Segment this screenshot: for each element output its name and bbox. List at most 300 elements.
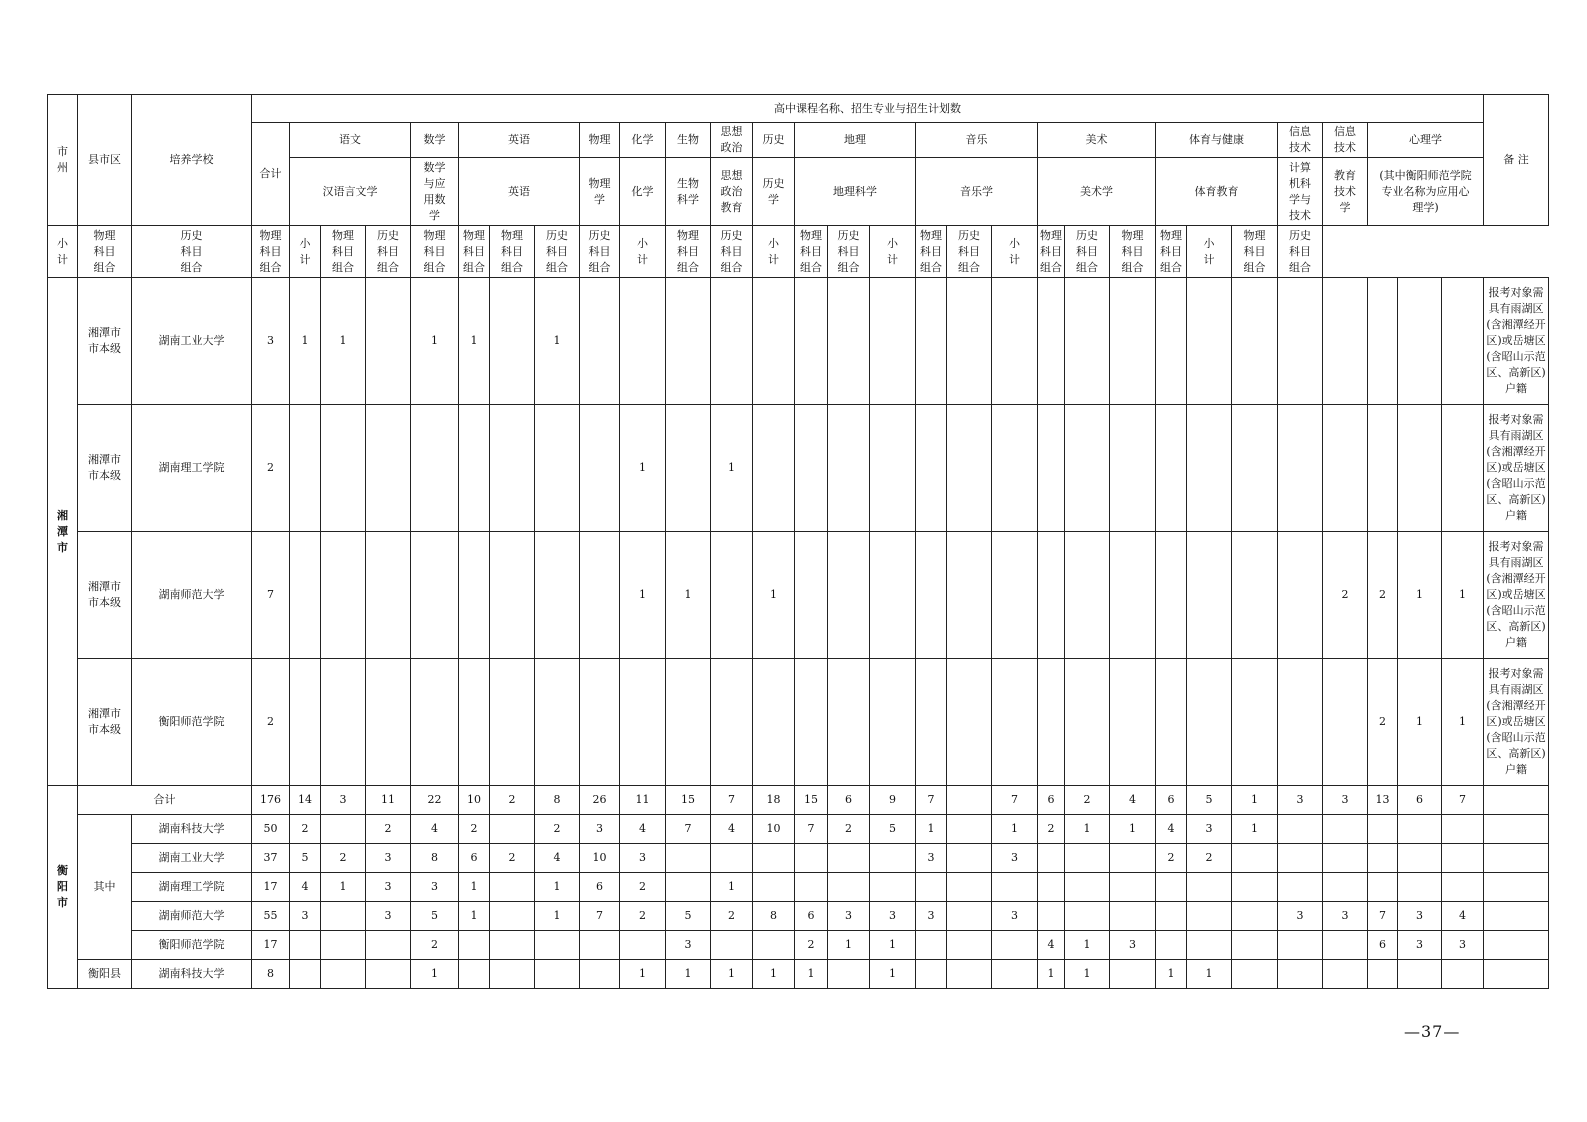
data-cell: 2 [459,815,490,844]
data-cell [1278,405,1323,532]
course-header: 心理学 [1368,123,1484,158]
sub-header: 历史 科目 组合 [1065,226,1110,278]
data-cell: 6 [1156,786,1187,815]
data-cell: 11 [366,786,411,815]
data-cell: 2 [490,844,535,873]
data-cell [1065,278,1110,405]
major-header: 汉语言文学 [290,158,411,226]
data-cell: 2 [1368,659,1398,786]
data-cell [1065,844,1110,873]
data-cell [1232,960,1278,989]
data-cell [366,659,411,786]
data-cell: 26 [580,786,620,815]
data-cell: 1 [992,815,1038,844]
data-cell [1065,873,1110,902]
data-cell [321,931,366,960]
data-cell: 6 [459,844,490,873]
data-cell: 2 [290,815,321,844]
sub-header: 物理 科目 组合 [916,226,947,278]
data-cell [711,659,753,786]
sub-header: 小 计 [870,226,916,278]
data-cell [321,902,366,931]
data-cell: 4 [1110,786,1156,815]
data-cell: 5 [666,902,711,931]
data-cell [1323,960,1368,989]
data-cell [490,532,535,659]
qizhong-label: 其中 [78,815,132,960]
data-cell [366,278,411,405]
data-cell: 1 [753,960,795,989]
data-cell: 2 [1156,844,1187,873]
data-cell [290,960,321,989]
course-header: 地理 [795,123,916,158]
data-cell [490,873,535,902]
data-cell: 7 [1442,786,1484,815]
data-cell: 3 [366,873,411,902]
data-cell: 4 [620,815,666,844]
data-cell [753,873,795,902]
data-cell: 1 [411,960,459,989]
data-cell: 176 [252,786,290,815]
data-cell [366,960,411,989]
data-cell: 3 [870,902,916,931]
data-cell: 1 [459,278,490,405]
data-cell: 50 [252,815,290,844]
data-cell [1368,844,1398,873]
data-cell [1187,405,1232,532]
sub-header: 历史 科目 组合 [828,226,870,278]
data-cell: 7 [711,786,753,815]
data-cell: 6 [1398,786,1442,815]
major-header: 化学 [620,158,666,226]
data-cell [366,405,411,532]
remark-cell [1484,931,1549,960]
course-header: 语文 [290,123,411,158]
data-cell: 7 [916,786,947,815]
data-cell [1232,405,1278,532]
data-cell [666,405,711,532]
data-cell [1065,659,1110,786]
data-cell: 3 [366,844,411,873]
sub-header: 历史 科目 组合 [535,226,580,278]
data-cell: 3 [1398,902,1442,931]
data-cell: 37 [252,844,290,873]
data-cell [290,931,321,960]
data-cell [992,278,1038,405]
sub-header: 小 计 [753,226,795,278]
data-cell: 1 [321,873,366,902]
data-cell [1065,902,1110,931]
sub-header: 小 计 [290,226,321,278]
data-cell: 3 [1278,902,1323,931]
data-cell: 1 [1065,815,1110,844]
data-cell [1278,532,1323,659]
major-header: 地理科学 [795,158,916,226]
data-cell [870,659,916,786]
data-cell [1110,960,1156,989]
data-cell: 1 [711,405,753,532]
data-cell [1323,659,1368,786]
sub-header: 物理 科目 组合 [490,226,535,278]
data-cell [1278,844,1323,873]
district-cell: 湘潭市 市本级 [78,659,132,786]
data-cell [795,659,828,786]
data-cell: 6 [580,873,620,902]
data-cell [711,931,753,960]
school-cell: 湖南理工学院 [132,873,252,902]
data-cell [459,960,490,989]
data-cell [321,659,366,786]
data-cell [1232,659,1278,786]
data-cell [947,278,992,405]
course-header: 信息 技术 [1323,123,1368,158]
remark-cell: 报考对象需具有雨湖区(含湘潭经开区)或岳塘区(含昭山示范区、高新区)户籍 [1484,278,1549,405]
data-cell [366,532,411,659]
data-cell [411,659,459,786]
data-cell: 3 [1110,931,1156,960]
data-cell: 3 [992,844,1038,873]
data-cell: 7 [252,532,290,659]
data-cell [1442,960,1484,989]
data-cell [1232,873,1278,902]
data-cell: 1 [666,960,711,989]
data-cell [1038,405,1065,532]
data-cell [1278,659,1323,786]
data-cell: 1 [535,902,580,931]
data-cell [1368,873,1398,902]
data-cell [1038,278,1065,405]
sub-header: 物理 科目 组合 [252,226,290,278]
sub-header: 历史 科目 组合 [366,226,411,278]
data-cell: 2 [795,931,828,960]
sub-header: 物理 科目 组合 [1038,226,1065,278]
data-cell [711,532,753,659]
sub-header: 小 计 [48,226,78,278]
data-cell: 1 [1398,532,1442,659]
data-cell [321,960,366,989]
data-cell [321,815,366,844]
data-cell [1368,815,1398,844]
data-cell [459,931,490,960]
data-cell: 8 [535,786,580,815]
data-cell: 1 [459,873,490,902]
data-cell: 3 [411,873,459,902]
data-cell [1156,659,1187,786]
data-cell: 7 [580,902,620,931]
data-cell [947,960,992,989]
data-cell: 10 [459,786,490,815]
data-cell: 1 [870,960,916,989]
major-header: 物理 学 [580,158,620,226]
remark-header: 备 注 [1484,95,1549,226]
data-cell: 3 [916,844,947,873]
school-cell: 湖南工业大学 [132,278,252,405]
data-cell [366,931,411,960]
course-header: 数学 [411,123,459,158]
data-cell: 1 [1232,786,1278,815]
data-cell: 1 [753,532,795,659]
data-cell: 1 [1038,960,1065,989]
data-cell [916,873,947,902]
data-cell [1156,278,1187,405]
data-cell [916,532,947,659]
data-cell: 10 [580,844,620,873]
data-cell [490,931,535,960]
data-cell: 4 [290,873,321,902]
data-cell: 1 [1232,815,1278,844]
data-cell [795,278,828,405]
data-cell [1038,659,1065,786]
data-cell: 1 [1110,815,1156,844]
data-cell [1323,931,1368,960]
data-cell [666,659,711,786]
data-cell: 1 [620,405,666,532]
data-cell: 2 [411,931,459,960]
data-cell [1187,532,1232,659]
data-cell: 5 [1187,786,1232,815]
data-cell [411,405,459,532]
city-label-hengyang: 衡 阳 市 [48,786,78,989]
data-cell: 2 [1065,786,1110,815]
data-cell [490,960,535,989]
page-number: —37— [1404,1022,1461,1041]
data-cell [947,405,992,532]
school-cell: 湖南理工学院 [132,405,252,532]
data-cell [459,405,490,532]
data-cell: 6 [828,786,870,815]
data-cell [711,844,753,873]
data-cell [620,659,666,786]
data-cell [1278,960,1323,989]
data-cell [992,659,1038,786]
data-cell [580,532,620,659]
data-cell: 18 [753,786,795,815]
data-cell [580,405,620,532]
data-cell [947,873,992,902]
data-cell: 2 [366,815,411,844]
data-cell: 15 [795,786,828,815]
data-cell [1110,532,1156,659]
data-cell [666,844,711,873]
sub-header: 历史 科目 组合 [947,226,992,278]
data-cell: 7 [992,786,1038,815]
data-cell [620,931,666,960]
data-cell [1110,659,1156,786]
data-cell [947,786,992,815]
data-cell [535,532,580,659]
sub-header: 物理 科目 组合 [411,226,459,278]
sub-header: 物理 科目 组合 [1232,226,1278,278]
data-cell: 2 [321,844,366,873]
data-cell [321,532,366,659]
top-title: 高中课程名称、招生专业与招生计划数 [252,95,1484,123]
sub-header: 物理 科目 组合 [1156,226,1187,278]
sub-header: 小 计 [992,226,1038,278]
data-cell [828,405,870,532]
remark-cell [1484,902,1549,931]
course-header: 英语 [459,123,580,158]
data-cell [535,960,580,989]
enrollment-plan-table [47,94,1549,989]
data-cell: 3 [252,278,290,405]
data-cell: 3 [828,902,870,931]
data-cell: 3 [1278,786,1323,815]
data-cell [1278,931,1323,960]
data-cell: 4 [1442,902,1484,931]
data-cell [1368,960,1398,989]
sub-header: 历史 科目 组合 [132,226,252,278]
data-cell: 1 [1398,659,1442,786]
data-cell: 11 [620,786,666,815]
data-cell [1398,815,1442,844]
data-cell [795,405,828,532]
district-cell: 衡阳县 [78,960,132,989]
data-cell: 6 [795,902,828,931]
sub-header: 物理 科目 组合 [321,226,366,278]
data-cell [290,659,321,786]
data-cell [490,902,535,931]
data-cell [828,844,870,873]
course-header: 物理 [580,123,620,158]
data-cell [1232,532,1278,659]
data-cell: 2 [252,405,290,532]
data-cell [1323,278,1368,405]
remark-cell: 报考对象需具有雨湖区(含湘潭经开区)或岳塘区(含昭山示范区、高新区)户籍 [1484,659,1549,786]
remark-cell [1484,873,1549,902]
data-cell: 5 [290,844,321,873]
data-cell [1065,532,1110,659]
data-cell: 10 [753,815,795,844]
data-cell [1065,405,1110,532]
data-cell [870,278,916,405]
sub-header: 小 计 [620,226,666,278]
course-header: 历史 [753,123,795,158]
data-cell: 1 [620,532,666,659]
data-cell [753,931,795,960]
data-cell [1323,873,1368,902]
data-cell [1110,405,1156,532]
data-cell [828,960,870,989]
data-cell: 8 [252,960,290,989]
data-cell: 3 [290,902,321,931]
data-cell [321,405,366,532]
data-cell [1323,815,1368,844]
data-cell: 1 [1442,659,1484,786]
data-cell [795,844,828,873]
data-cell: 1 [916,815,947,844]
data-cell: 7 [666,815,711,844]
data-cell [1398,960,1442,989]
data-cell: 2 [1038,815,1065,844]
data-cell: 13 [1368,786,1398,815]
sub-header: 小 计 [1187,226,1232,278]
data-cell [1398,844,1442,873]
school-cell: 衡阳师范学院 [132,931,252,960]
data-cell [1187,659,1232,786]
data-cell [1398,278,1442,405]
data-cell: 4 [1156,815,1187,844]
data-cell: 8 [411,844,459,873]
data-cell [1232,278,1278,405]
data-cell: 1 [666,532,711,659]
data-cell [580,659,620,786]
data-cell: 2 [252,659,290,786]
school-cell: 衡阳师范学院 [132,659,252,786]
data-cell [947,902,992,931]
data-cell: 8 [753,902,795,931]
data-cell [870,405,916,532]
data-cell [1278,873,1323,902]
data-cell [535,659,580,786]
data-cell [1368,278,1398,405]
data-cell [1156,405,1187,532]
city-header: 市 州 [48,95,78,226]
major-header: 生物 科学 [666,158,711,226]
data-cell [1187,931,1232,960]
data-cell: 2 [1368,532,1398,659]
data-cell: 4 [1038,931,1065,960]
data-cell: 1 [711,960,753,989]
data-cell [666,873,711,902]
data-cell [535,931,580,960]
data-cell [580,931,620,960]
data-cell: 1 [870,931,916,960]
data-cell: 1 [828,931,870,960]
major-header: 音乐学 [916,158,1038,226]
data-cell [916,405,947,532]
data-cell [620,278,666,405]
data-cell [1110,873,1156,902]
data-cell [947,844,992,873]
data-cell: 3 [620,844,666,873]
data-cell [490,278,535,405]
major-header: 英语 [459,158,580,226]
data-cell: 2 [1323,532,1368,659]
data-cell [916,960,947,989]
data-cell [1442,278,1484,405]
sub-header: 物理 科目 组合 [666,226,711,278]
data-cell [1110,278,1156,405]
major-header: 历史 学 [753,158,795,226]
data-cell: 3 [1323,902,1368,931]
data-cell [1368,405,1398,532]
data-cell: 2 [620,873,666,902]
data-cell [1110,844,1156,873]
total-label: 合计 [78,786,252,815]
data-cell: 3 [1398,931,1442,960]
data-cell [828,278,870,405]
district-cell: 湘潭市 市本级 [78,405,132,532]
data-cell [1442,405,1484,532]
data-cell: 4 [411,815,459,844]
remark-cell [1484,786,1549,815]
data-cell [1156,532,1187,659]
data-cell [870,873,916,902]
data-cell: 4 [711,815,753,844]
sub-header: 历史 科目 组合 [711,226,753,278]
data-cell [1156,931,1187,960]
data-cell [992,405,1038,532]
data-cell: 1 [620,960,666,989]
data-cell: 3 [992,902,1038,931]
data-cell [1187,278,1232,405]
data-cell: 1 [411,278,459,405]
data-cell: 1 [711,873,753,902]
major-header: 教育 技术 学 [1323,158,1368,226]
data-cell [828,532,870,659]
data-cell [870,844,916,873]
sub-header: 物理 科目 组合 [795,226,828,278]
